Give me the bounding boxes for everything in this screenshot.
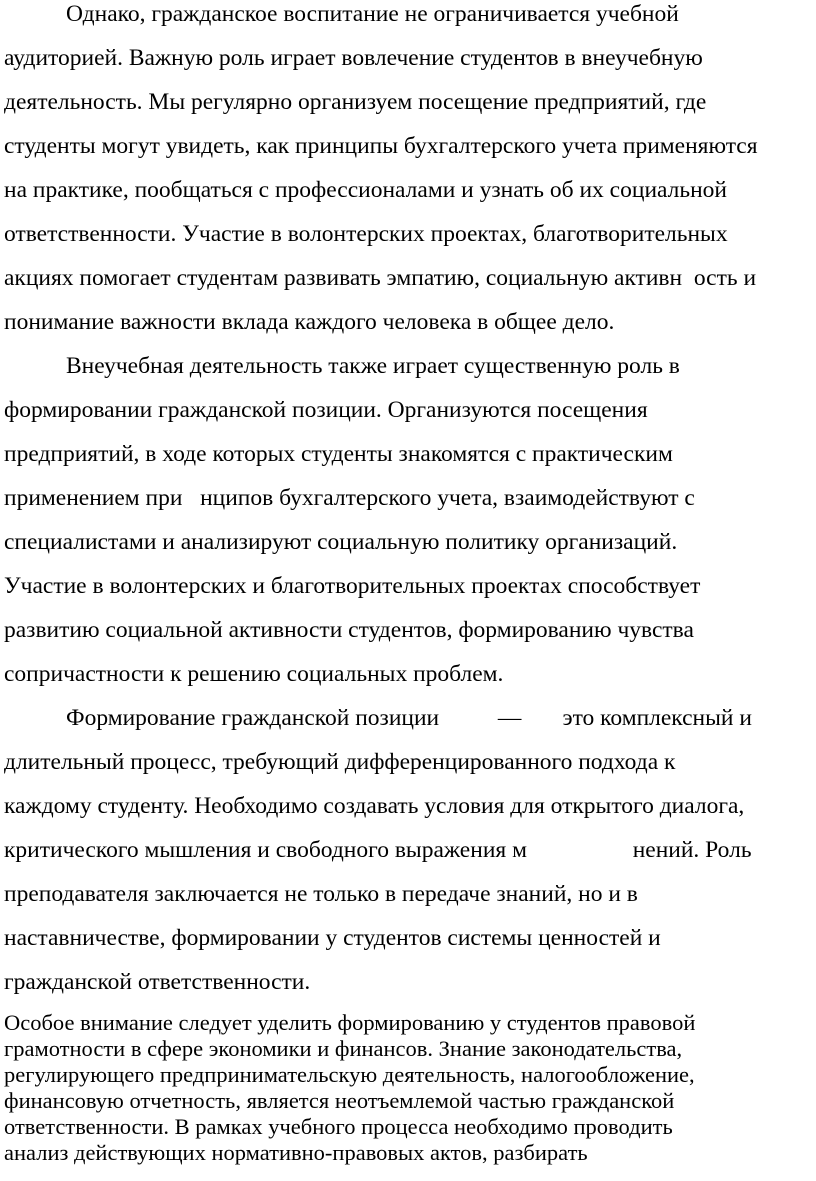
text-line: финансовую отчетность, является неотъемлемой частью гражданской (4, 1088, 675, 1113)
text-line: сопричастности к решению социальных проблем. (4, 661, 504, 687)
text-line: Однако, гражданское воспитание не ограничивается учебной (66, 1, 679, 27)
text-line: Внеучебная деятельность также играет существенную роль в (66, 353, 680, 379)
text-line: ответственности. В рамках учебного процесса необходимо проводить (4, 1114, 673, 1139)
text-line: наставничестве, формировании у студентов системы ценностей и (4, 925, 661, 951)
text-line: регулирующего предпринимательскую деятельность, налогообложение, (4, 1062, 695, 1087)
text-line: Формирование гражданской позиции — это комплексный и (66, 705, 752, 731)
text-line: на практике, пообщаться с профессионалами и узнать об их социальной (4, 177, 728, 203)
text-line: понимание важности вклада каждого человека в общее дело. (4, 309, 615, 335)
text-line: гражданской ответственности. (4, 969, 311, 995)
text-line: акциях помогает студентам развивать эмпатию, социальную активн ость и (4, 265, 757, 291)
text-line: деятельность. Мы регулярно организуем посещение предприятий, где (4, 89, 707, 115)
text-line: развитию социальной активности студентов, формированию чувства (4, 617, 694, 643)
text-line: применением при нципов бухгалтерского учета, взаимодействуют с (4, 485, 695, 511)
text-line: Участие в волонтерских и благотворительных проектах способствует (4, 573, 701, 599)
text-line: ответственности. Участие в волонтерских проектах, благотворительных (4, 221, 728, 247)
text-line: длительный процесс, требующий дифференцированного подхода к (4, 749, 676, 775)
text-line: грамотности в сфере экономики и финансов. Знание законодательства, (4, 1036, 683, 1061)
text-line: Особое внимание следует уделить формированию у студентов правовой (4, 1010, 696, 1035)
text-line: критического мышления и свободного выражения м нений. Роль (4, 837, 752, 863)
text-line: аудиторией. Важную роль играет вовлечение студентов в внеучебную (4, 45, 703, 71)
text-line: формировании гражданской позиции. Организуются посещения (4, 397, 648, 423)
text-line: преподавателя заключается не только в передаче знаний, но и в (4, 881, 638, 907)
text-line: каждому студенту. Необходимо создавать условия для открытого диалога, (4, 793, 745, 819)
text-line: анализ действующих нормативно-правовых актов, разбирать (4, 1140, 588, 1165)
text-line: специалистами и анализируют социальную политику организаций. (4, 529, 678, 555)
text-line: студенты могут увидеть, как принципы бухгалтерского учета применяются (4, 133, 758, 159)
text-line: предприятий, в ходе которых студенты знакомятся с практическим (4, 441, 673, 467)
